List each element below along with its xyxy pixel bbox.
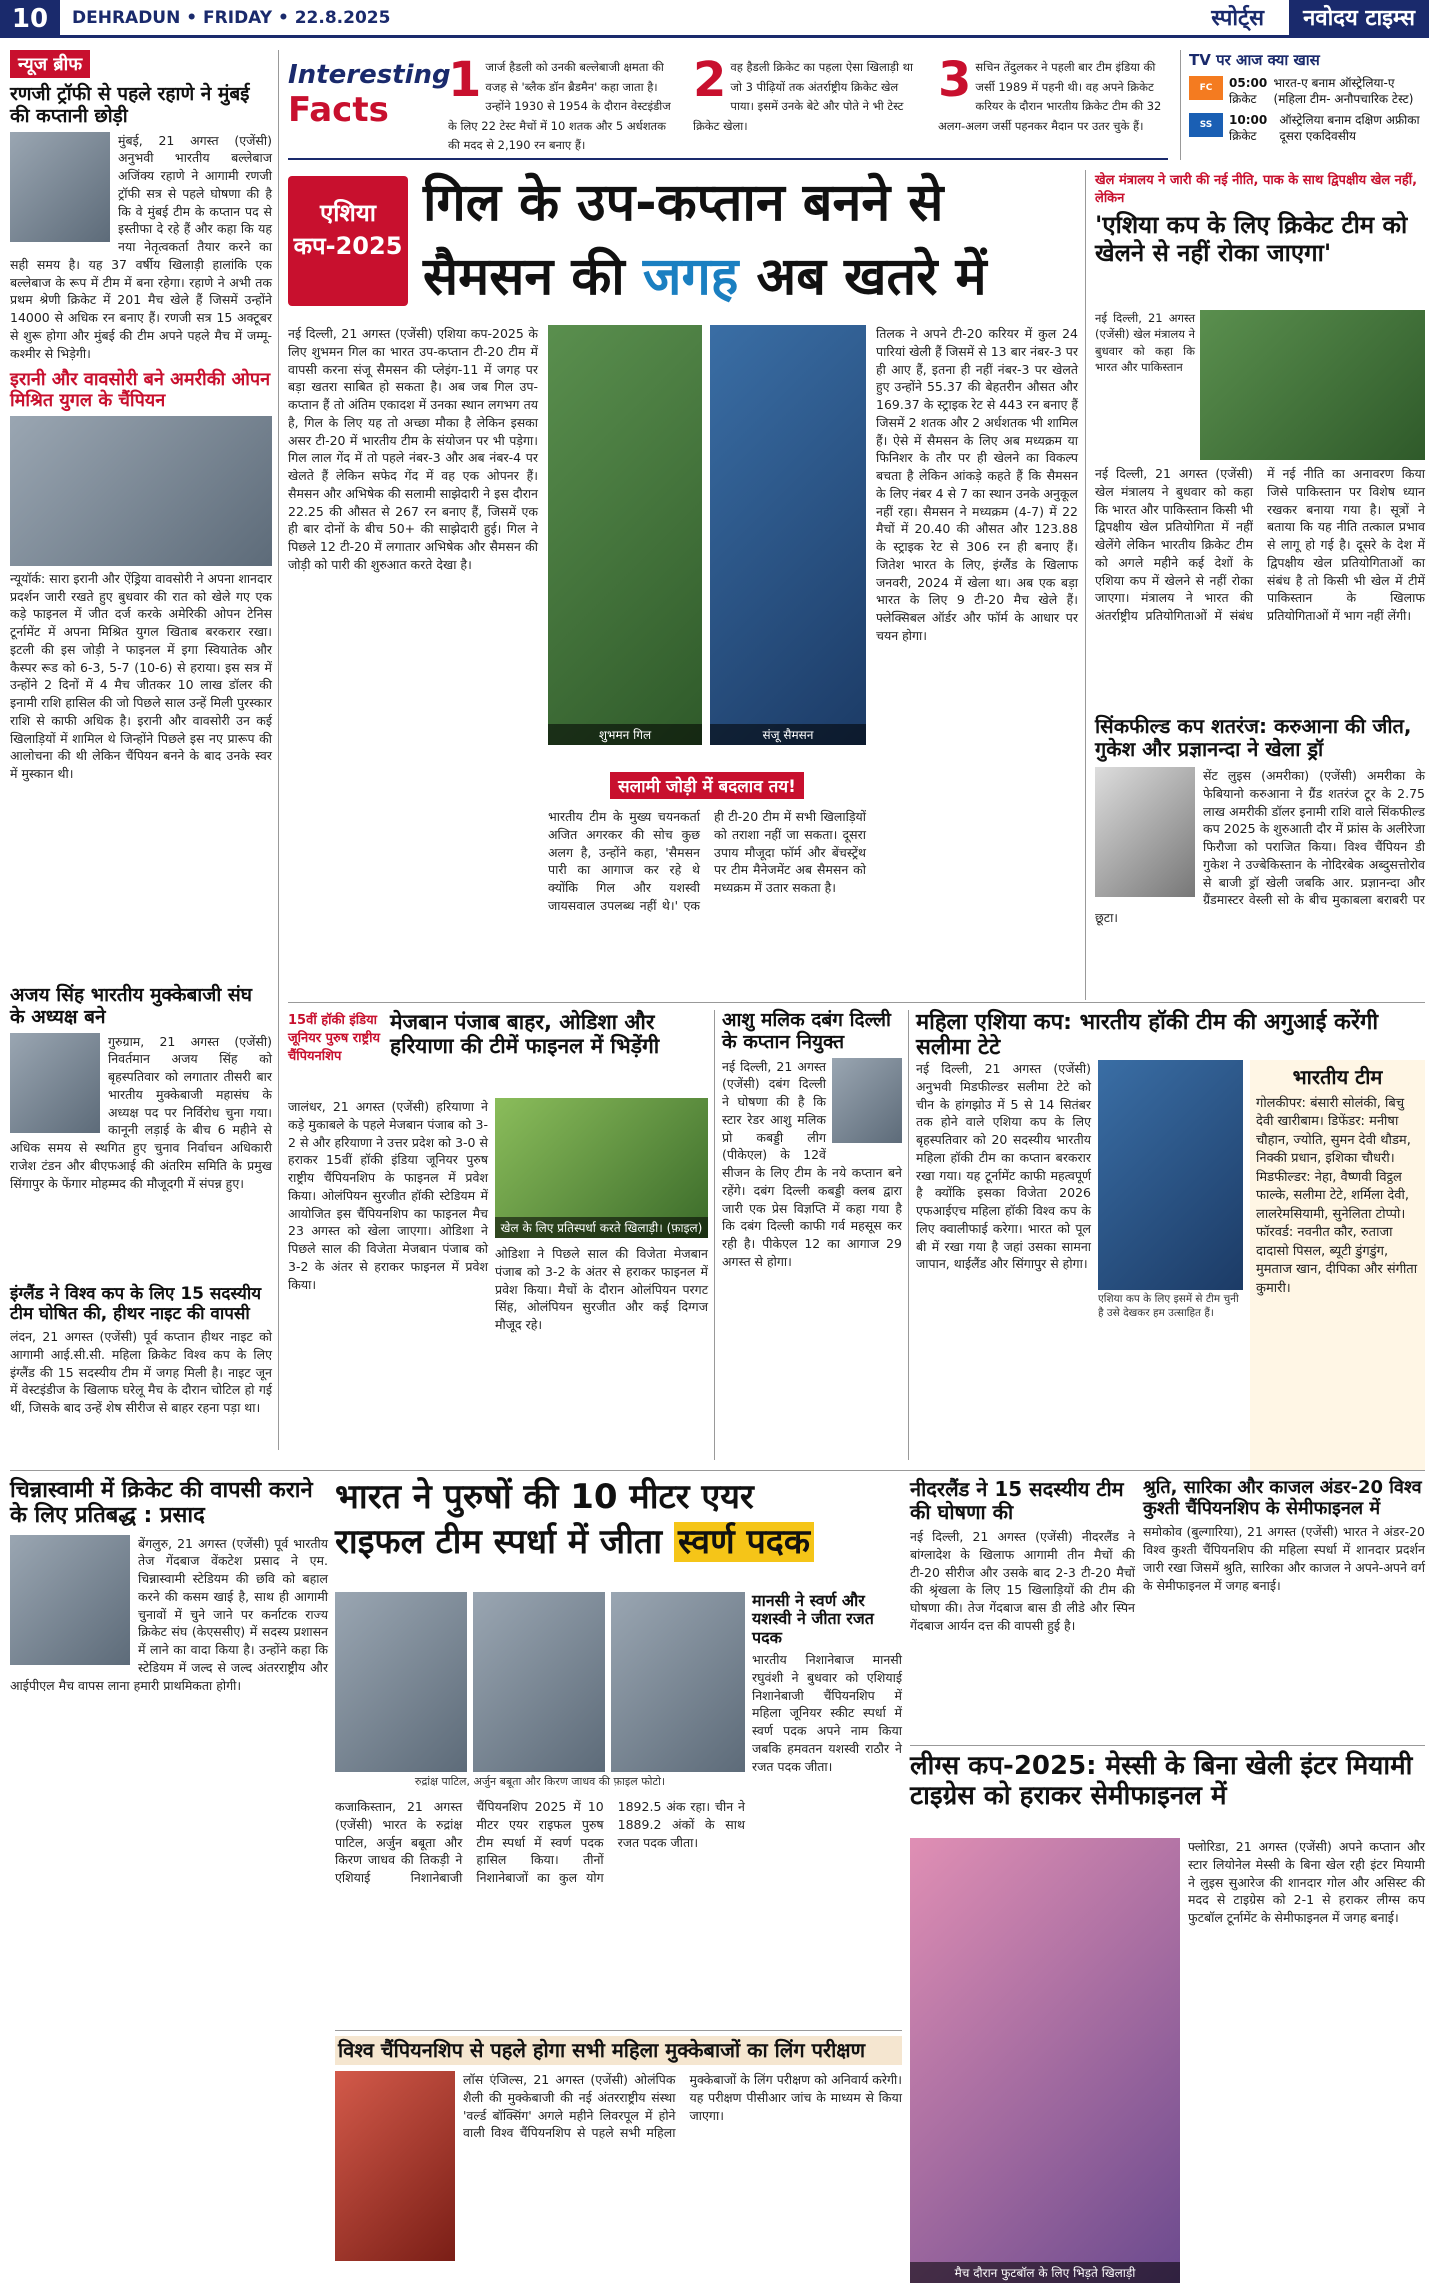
- policy-headline[interactable]: 'एशिया कप के लिए क्रिकेट टीम को खेलने से नहीं रोका जाएगा': [1095, 211, 1408, 267]
- facts-strip: [288, 50, 1168, 160]
- womens-hockey-body: नई दिल्ली, 21 अगस्त (एजेंसी) अनुभवी मिडफील्डर सलीमा टेटे को चीन के हांगझोउ में 5 से 14 सितंबर तक होने वाले एशिया कप के लिए बृहस्पतिवार को 20 सदस्यीय भारतीय महिला हॉकी टीम का कप्तान बरकरार रखा गया। यह टूर्नामेंट काफी महत्वपूर्ण है क्योंकि इसका विजेता 2026 एफआईएच महिला हॉकी विश्व कप के लिए क्वालीफाई करेगा। भारत को पूल बी में रखा गया है जहां उसका सामना जापान, थाईलैंड और सिंगापुर से होगा।: [916, 1061, 1091, 1272]
- womens-hockey-headline[interactable]: महिला एशिया कप: भारतीय हॉकी टीम की अगुआई करेंगी सलीमा टेटे: [916, 1010, 1379, 1061]
- ashu-body: नई दिल्ली, 21 अगस्त (एजेंसी) दबंग दिल्ली ने घोषणा की है कि स्टार रेडर आशु मलिक प्रो कबड्डी लीग (पीकेएल) के 12वें सीजन के लिए टीम के नये कप्तान बने रहेंगे। दबंग दिल्ली कबड्डी क्लब द्वारा जारी एक प्रेस विज्ञप्ति में कहा गया है कि दबंग दिल्ली काफी गर्व महसूस कर रही है। पीकेएल 12 का आगाज 29 अगस्त से होगा।: [722, 1058, 902, 1269]
- ashu-story: [722, 1010, 902, 1460]
- masthead: [0, 0, 1429, 38]
- manasi-headline[interactable]: मानसी ने स्वर्ण और यशस्वी ने जीता रजत पदक: [752, 1591, 874, 1647]
- shooting-head: [335, 1478, 900, 1588]
- football-photo: मैच दौरान फुटबॉल के लिए भिड़ते खिलाड़ी: [910, 1838, 1180, 2283]
- flags-photo: [1200, 310, 1425, 460]
- ajay-singh-photo: [10, 1033, 100, 1133]
- salima-caption: एशिया कप के लिए इसमें से टीम चुनी है उसे देखकर हम उत्साहित हैं।: [1098, 1293, 1239, 1319]
- hockey-kicker: 15वीं हॉकी इंडिया जूनियर पुरुष राष्ट्रीय चैंपियनशिप: [288, 1013, 380, 1064]
- brief-2-title[interactable]: इरानी और वावसोरी बने अमरीकी ओपन मिश्रित युगल के चैंपियन: [10, 369, 271, 412]
- main-kicker: एशिया कप-2025: [288, 176, 408, 306]
- team-box: [1250, 1060, 1425, 1470]
- dateline: DEHRADUN • FRIDAY • 22.8.2025: [72, 8, 391, 28]
- boxing-story: [335, 2036, 902, 2286]
- brief-4: [10, 1285, 272, 1445]
- gill-photo: शुभमन गिल: [548, 325, 702, 745]
- news-brief-column: [10, 50, 272, 1430]
- section-title: स्पोर्ट्स: [1211, 6, 1264, 31]
- facts-logo: Interesting Facts: [288, 60, 451, 130]
- news-brief-label: न्यूज ब्रीफ: [10, 50, 90, 78]
- boxing-headline[interactable]: विश्व चैंपियनशिप से पहले होगा सभी महिला मुक्केबाजों का लिंग परीक्षण: [335, 2036, 902, 2065]
- shooter-photo-3: [611, 1592, 745, 1772]
- tv-row-2: SS 10:00 क्रिकेट ऑस्ट्रेलिया बनाम दक्षिण अफ्रीका दूसरा एकदिवसीय: [1189, 113, 1420, 144]
- hockey-body: जालंधर, 21 अगस्त (एजेंसी) हरियाणा ने कड़े मुकाबले के पहले मेजबान पंजाब को 3-2 से और हरियाणा ने उत्तर प्रदेश को 3-0 से हराकर 15वीं हॉकी इंडिया जूनियर पुरुष राष्ट्रीय चैंपियनशिप के फाइनल में प्रवेश किया। ओलंपियन सुरजीत हॉकी स्टेडियम में आयोजित इस चैंपियनशिप का फाइनल मैच 23 अगस्त को खेला जाएगा। ओडिशा ने पिछले साल की विजेता मेजबान पंजाब को 3-2 के अंतर से हराकर फाइनल में प्रवेश किया।: [288, 1099, 488, 1292]
- shooter-photo-2: [473, 1592, 605, 1772]
- ashu-photo: [832, 1058, 902, 1143]
- policy-story-head: [1095, 170, 1425, 305]
- shooter-photo-1: [335, 1592, 467, 1772]
- chess-photo: [1095, 767, 1195, 897]
- brief-3-title[interactable]: अजय सिंह भारतीय मुक्केबाजी संघ के अध्यक्ष बने: [10, 984, 252, 1028]
- samson-photo: संजू सैमसन: [710, 325, 866, 745]
- shooting-photos: [335, 1592, 745, 1792]
- fact-1: 1 जार्ज हैडली को उनकी बल्लेबाजी क्षमता की वजह से 'ब्लैक डॉन ब्रैडमैन' कहा जाता है। उन्होंने 1930 से 1954 के दौरान वेस्टइंडीज के लिए 22 टेस्ट मैचों में 10 शतक और 5 अर्धशतक की मदद से 2,190 रन बनाए हैं।: [448, 52, 671, 153]
- ashu-headline[interactable]: आशु मलिक दबंग दिल्ली के कप्तान नियुक्त: [722, 1009, 891, 1053]
- brief-4-title[interactable]: इंग्लैंड ने विश्व कप के लिए 15 सदस्यीय टीम घोषित की, हीथर नाइट की वापसी: [10, 1284, 262, 1324]
- page-number: 10: [0, 0, 60, 38]
- policy-kicker: खेल मंत्रालय ने जारी की नई नीति, पाक के साथ द्विपक्षीय खेल नहीं, लेकिन: [1095, 173, 1418, 206]
- team-title: भारतीय टीम: [1292, 1065, 1383, 1089]
- policy-body-top: नई दिल्ली, 21 अगस्त (एजेंसी) खेल मंत्रालय ने बुधवार को कहा कि भारत और पाकिस्तान: [1095, 311, 1195, 374]
- shooting-body: कजाकिस्तान, 21 अगस्त (एजेंसी) भारत के रुद्रांक्ष पाटिल, अर्जुन बबूता और किरण जाधव की तिकड़ी ने एशियाई निशानेबाजी चैंपियनशिप 2025 में 10 मीटर एयर राइफल पुरुष टीम स्पर्धा में स्वर्ण पदक हासिल किया। तीनों निशानेबाजों का कुल योग 1892.5 अंक रहा। चीन ने 1889.2 अंकों के साथ रजत पदक जीता।: [335, 1799, 745, 1885]
- leagues-headline[interactable]: लीग्स कप-2025: मेस्सी के बिना खेली इंटर मियामी टाइग्रेस को हराकर सेमीफाइनल में: [910, 1751, 1413, 1811]
- brand-logo: नवोदय टाइम्स: [1289, 0, 1429, 38]
- leagues-body: फ्लोरिडा, 21 अगस्त (एजेंसी) अपने कप्तान और स्टार लियोनेल मेस्सी के बिना खेल रही इंटर मियामी ने लुइस सुआरेज की शानदार गोल और असिस्ट की मदद से टाइग्रेस को 2-1 से हराकर लीग्स कप फुटबॉल टूर्नामेंट के सेमीफाइनल में जगह बनाई।: [1188, 1839, 1425, 1925]
- netherlands-headline[interactable]: नीदरलैंड ने 15 सदस्यीय टीम की घोषणा की: [910, 1477, 1124, 1524]
- main-subhead: सलामी जोड़ी में बदलाव तय!: [548, 772, 866, 802]
- main-sub-body: भारतीय टीम के मुख्य चयनकर्ता अजित अगरकर की सोच कुछ अलग है, उन्होंने कहा, 'सैमसन पारी का आगाज कर रहे थे क्योंकि गिल और यशस्वी जायसवाल उपलब्ध नहीं थे।' एक ही टी-20 टीम में सभी खिलाड़ियों को तराशा नहीं जा सकता। दूसरा उपाय मौजूदा फॉर्म और बेंचस्ट्रेंथ पर टीम मैनेजमेंट अब सैमसन को मध्यक्रम में उतार सकता है।: [548, 809, 866, 913]
- channel-logo: FC: [1189, 76, 1223, 100]
- shooting-headline-1[interactable]: भारत ने पुरुषों की 10 मीटर एयर: [335, 1477, 754, 1517]
- fact-2: 2 वह हैडली क्रिकेट का पहला ऐसा खिलाड़ी था जो 3 पीढ़ियों तक अंतर्राष्ट्रीय क्रिकेट खेल पाया। इसमें उनके बेटे और पोते ने भी टेस्ट क्रिकेट खेला।: [693, 52, 913, 133]
- wrestling-story: [1143, 1478, 1425, 1738]
- manasi-body: भारतीय निशानेबाज मानसी रघुवंशी ने बुधवार को एशियाई निशानेबाजी चैंपियनशिप में महिला जूनियर स्कीट स्पर्धा में स्वर्ण पदक अपने नाम किया जबकि हमवतन यशस्वी राठौर ने रजत पदक जीता।: [752, 1652, 902, 1774]
- tv-title: TV पर आज क्या खास: [1189, 51, 1320, 69]
- brief-1-body: मुंबई, 21 अगस्त (एजेंसी) अनुभवी भारतीय बल्लेबाज अजिंक्य रहाणे ने आगामी रणजी ट्रॉफी सत्र से पहले घोषणा की है कि वे मुंबई टीम के कप्तान पद से इस्तीफा दे रहे हैं और कहा कि यह नया नेतृत्वकर्ता तैयार करने का सही समय है। यह 37 वर्षीय खिलाड़ी हालांकि एक बल्लेबाज के रूप में टीम में बना रहेगा। रहाणे ने अभी तक प्रथम श्रेणी क्रिकेट में 201 मैच खेले हैं जिसमें उन्होंने 14000 से अधिक रन बनाए हैं। रणजी सत्र 15 अक्टूबर से शुरू होगा और मुंबई की टीम अपने पहले मैच में जम्मू-कश्मीर से भिड़ेगी।: [10, 132, 272, 361]
- chess-body: सेंट लुइस (अमरीका) (एजेंसी) अमरीका के फेबियानो करुआना ने ग्रैंड शतरंज टूर के 2.75 लाख अमरीकी डॉलर इनामी राशि वाले सिंकफील्ड कप 2025 के शुरुआती दौर में फ्रांस के अलीरेजा फिरौजा को पराजित किया। विश्व चैंपियन डी गुकेश ने उज्बेकिस्तान के नोदिरबेक अब्दुसत्तोरोव से बाजी ड्रॉ खेली जबकि आर. प्रज्ञानन्दा और ग्रैंडमास्टर वेस्ली सो के बीच मुकाबला बराबरी पर छूटा।: [1095, 768, 1425, 925]
- main-body-col3: तिलक ने अपने टी-20 करियर में कुल 24 पारियां खेली हैं जिसमें से 13 बार नंबर-3 पर ही आए हैं, इतना ही नहीं नंबर-3 पर खेलते हुए उन्होंने 55.37 की बेहतरीन औसत और 169.37 के स्ट्राइक रेट से 443 रन बनाए हैं जिसमें 2 शतक और 2 अर्धशतक भी शामिल हैं। ऐसे में सैमसन के लिए अब मध्यक्रम या फिनिशर के तौर पर ही खेलने का विकल्प बचता है लेकिन आंकड़े कहते हैं कि सैमसन के लिए नंबर 4 से 7 का स्थान उनके अनुकूल नहीं रहा। सैमसन ने मध्यक्रम (4-7) में 22 मैचों में 20.40 की औसत और 123.88 के स्ट्राइक रेट से 306 रन ही बनाए हैं। जितेश भारत के लिए, इंग्लैंड के खिलाफ जनवरी, 2024 में खेला था। अब एक बड़ा भारत के लिए 9 टी-20 मैच खेले हैं। फ्लेक्सिबल ऑर्डर और फॉर्म के आधार पर चयन होगा।: [876, 326, 1078, 643]
- policy-body: नई दिल्ली, 21 अगस्त (एजेंसी) खेल मंत्रालय ने बुधवार को कहा कि भारत और पाकिस्तान किसी भी द्विपक्षीय खेल प्रतियोगिता में नहीं खेलेंगे लेकिन भारतीय क्रिकेट टीम को अगले महीने कई देशों के एशिया कप में खेलने से नहीं रोका जाएगा। मंत्रालय ने भारत की अंतर्राष्ट्रीय प्रतियोगिताओं में संबंध में नई नीति का अनावरण किया जिसे पाकिस्तान पर विशेष ध्यान रखकर बनाया गया है। सूत्रों ने बताया कि यह नीति तत्काल प्रभाव से लागू हो गई है। दूसरे के देश में द्विपक्षीय खेल प्रतियोगिताओं का संबंध है तो किसी भी खेल में टीमें पाकिस्तान के खिलाफ प्रतियोगिताओं में भाग नहीं लेंगी।: [1095, 466, 1425, 623]
- hockey-headline[interactable]: मेजबान पंजाब बाहर, ओडिशा और हरियाणा की टीमें फाइनल में भिड़ेंगी: [390, 1010, 660, 1059]
- manasi-story: [752, 1592, 902, 2027]
- boxing-body: लॉस एंजिल्स, 21 अगस्त (एजेंसी) ओलंपिक शैली की मुक्केबाजी की नई अंतरराष्ट्रीय संस्था 'वर्ल्ड बॉक्सिंग' अगले महीने लिवरपूल में होने वाली विश्व चैंपियनशिप से पहले सभी महिला मुक्केबाजों के लिंग परीक्षण को अनिवार्य करेगी। यह परीक्षण पीसीआर जांच के माध्यम से किया जाएगा।: [463, 2072, 902, 2141]
- main-body-col1: नई दिल्ली, 21 अगस्त (एजेंसी) एशिया कप-2025 के लिए शुभमन गिल का भारत उप-कप्तान टी-20 टीम में वापसी करना संजू सैमसन की प्लेइंग-11 में जगह पर बड़ा खतरा साबित हो सकता है। अब जब गिल उप-कप्तान हैं तो अंतिम एकादश में उनका स्थान लगभग तय है, गिल के लिए यह तो अच्छा मौका है लेकिन इसका असर टी-20 में भारतीय टीम के संयोजन पर भी पड़ेगा। गिल लाल गेंद में तो पहले नंबर-3 और अब नंबर-4 पर खेलते हैं लेकिन सफेद गेंद में वह एक ओपनर हैं। सैमसन और अभिषेक की सलामी साझेदारी ने इस दौरान 22.25 की औसत से 267 रन बनाए हैं, जिसमें एक ही बार दोनों के बीच 50+ की साझेदारी हुई। गिल ने पिछले 12 टी-20 में लगातार अभिषेक और सैमसन की जोड़ी को पारी की शुरुआत करते देखा है।: [288, 326, 538, 572]
- chinna-body: बेंगलुरु, 21 अगस्त (एजेंसी) पूर्व भारतीय तेज गेंदबाज वेंकटेश प्रसाद ने एम. चिन्नास्वामी स्टेडियम की छवि को बहाल करने की कसम खाई है, साथ ही आगामी चुनावों में चुने जाने पर कर्नाटक राज्य क्रिकेट संघ (केएससीए) में सदस्य प्रशासन में लाने का वादा किया है। उन्होंने कहा कि स्टेडियम में जल्द से जल्द अंतरराष्ट्रीय और आईपीएल मैच वापस लाना हमारी प्राथमिकता होगी।: [10, 1535, 328, 1693]
- brief-3: [10, 984, 272, 1191]
- main-headline-1[interactable]: गिल के उप-कप्तान बनने से: [423, 173, 944, 233]
- shooting-caption: रुद्रांक्ष पाटिल, अर्जुन बबूता और किरण जाधव की फ़ाइल फोटो।: [414, 1775, 666, 1788]
- tennis-photo: [10, 416, 272, 566]
- prasad-photo: [10, 1535, 130, 1665]
- hockey-head: [288, 1010, 708, 1070]
- shooting-headline-2[interactable]: राइफल टीम स्पर्धा में जीता स्वर्ण पदक: [335, 1523, 900, 1562]
- netherlands-body: नई दिल्ली, 21 अगस्त (एजेंसी) नीदरलैंड ने बांग्लादेश के खिलाफ आगामी तीन मैचों की टी-20 सीरीज और उसके बाद 2-3 टी-20 मैचों की श्रृंखला के लिए 15 खिलाड़ियों की टीम की घोषणा की। तेज गेंदबाज बास डी लीडे और स्पिन गेंदबाज आर्यन दत्त की वापसी हुई है।: [910, 1529, 1135, 1633]
- hockey-body-2: ओडिशा ने पिछले साल की विजेता मेजबान पंजाब को 3-2 के अंतर से हराकर फाइनल में प्रवेश किया। मैचों के दौरान ओलंपियन परगट सिंह, ओलंपियन सुरजीत और कई दिग्गज मौजूद रहे।: [495, 1246, 708, 1332]
- salima-photo: [1098, 1060, 1243, 1290]
- wrestling-headline[interactable]: श्रुति, सारिका और काजल अंडर-20 विश्व कुश्ती चैंपियनशिप के सेमीफाइनल में: [1143, 1477, 1422, 1519]
- boxing-glove-photo: [335, 2071, 455, 2261]
- brief-2-body: न्यूयॉर्क: सारा इरानी और ऐंड्रिया वावसोरी ने अपना शानदार प्रदर्शन जारी रखते हुए बुधवार की रात को खेले गए एक कड़े फाइनल में जीत दर्ज करके अमेरिकी ओपन टेनिस टूर्नामेंट में अपना मिश्रित युगल खिताब बरकरार रखा। इटली की इस जोड़ी ने फाइनल में इगा स्वियातेक और कैस्पर रूड को 6-3, 5-7 (10-6) से हराया। इस सत्र में उन्होंने 2 दिनों में 4 मैच जीतकर 10 लाख डॉलर की इनामी राशि हासिल की जो पिछले साल उन्हें मिली पुरस्कार राशि से काफी अधिक है। इरानी और वावसोरी उन कई खिलाड़ियों में शामिल थे जिन्होंने पिछले इस नए प्रारूप की आलोचना की थी लेकिन चैंपियन बनने के बाद उनके स्वर में मुस्कान थी।: [10, 570, 272, 782]
- leagues-head: [910, 1752, 1425, 1832]
- chess-headline[interactable]: सिंकफील्ड कप शतरंज: करुआना की जीत, गुकेश और प्रज्ञानन्दा ने खेला ड्रॉ: [1095, 714, 1412, 761]
- tv-row-1: FC 05:00 क्रिकेट भारत-ए बनाम ऑस्ट्रेलिया-ए (महिला टीम- अनौपचारिक टेस्ट): [1189, 76, 1420, 107]
- main-headline-2[interactable]: सैमसन की जगह अब खतरे में: [423, 247, 987, 307]
- chinna-story: [10, 1478, 328, 2283]
- womens-hockey-head: [916, 1010, 1425, 1061]
- main-photos: [548, 325, 866, 765]
- rahane-photo: [10, 132, 110, 242]
- main-headline-block: [288, 170, 1078, 320]
- chess-story: [1095, 715, 1425, 1000]
- channel-logo: SS: [1189, 113, 1223, 137]
- brief-3-body: गुरुग्राम, 21 अगस्त (एजेंसी) निवर्तमान अजय सिंह को बृहस्पतिवार को लगातार तीसरी बार भारतीय मुक्केबाजी महासंघ के अध्यक्ष पद पर निर्विरोध चुना गया। कानूनी लड़ाई के बीच 6 महीने से अधिक समय से स्थगित हुए चुनाव निर्वाचन अधिकारी राजेश टंडन और बीएफआई की अंतरिम समिति के प्रमुख सिंगापुर के फेंगार मोहम्मद की मौजूदगी में संपन्न हुए।: [10, 1033, 272, 1191]
- netherlands-story: [910, 1478, 1135, 1738]
- chinna-headline[interactable]: चिन्नास्वामी में क्रिकेट की वापसी कराने के लिए प्रतिबद्ध : प्रसाद: [10, 1478, 313, 1529]
- fact-3: 3 सचिन तेंदुलकर ने पहली बार टीम इंडिया की जर्सी 1989 में पहनी थी। वह अपने क्रिकेट करियर के दौरान भारतीय क्रिकेट टीम की 32 अलग-अलग जर्सी पहनकर मैदान पर उतर चुके हैं।: [938, 52, 1162, 133]
- wrestling-body: समोकोव (बुल्गारिया), 21 अगस्त (एजेंसी) भारत ने अंडर-20 विश्व कुश्ती चैंपियनशिप की महिला स्पर्धा में शानदार प्रदर्शन जारी रखा जिसमें श्रुति, सारिका और काजल ने अपने-अपने वर्ग के सेमीफाइनल में जगह बनाई।: [1143, 1524, 1425, 1593]
- tv-box: [1180, 50, 1420, 160]
- team-list: गोलकीपर: बंसारी सोलंकी, बिचु देवी खारीबाम। डिफेंडर: मनीषा चौहान, ज्योति, सुमन देवी थौडम, निक्की प्रधान, इशिका चौधरी। मिडफील्डर: नेहा, वैष्णवी विट्ठल फाल्के, सलीमा टेटे, शर्मिला देवी, लालरेमसियामी, सुनेलिता टोप्पो। फॉरवर्ड: नवनीत कौर, रुताजा दादासो पिसल, ब्यूटी डुंगडुंग, मुमताज खान, दीपिका और संगीता कुमारी।: [1256, 1096, 1418, 1296]
- hockey-photo: खेल के लिए प्रतिस्पर्धा करते खिलाड़ी। (फ़ाइल): [495, 1098, 708, 1238]
- brief-1-title[interactable]: रणजी ट्रॉफी से पहले रहाणे ने मुंबई की कप्तानी छोड़ी: [10, 83, 250, 127]
- brief-4-body: लंदन, 21 अगस्त (एजेंसी) पूर्व कप्तान हीथर नाइट को आगामी आई.सी.सी. महिला क्रिकेट विश्व कप के लिए इंग्लैंड की 15 सदस्यीय टीम में जगह मिली है। नाइट जून में वेस्टइंडीज के खिलाफ घरेलू मैच के दौरान चोटिल हो गई थीं, जिसके बाद उन्हें शेष सीरीज से बाहर रहना पड़ा था।: [10, 1329, 272, 1416]
